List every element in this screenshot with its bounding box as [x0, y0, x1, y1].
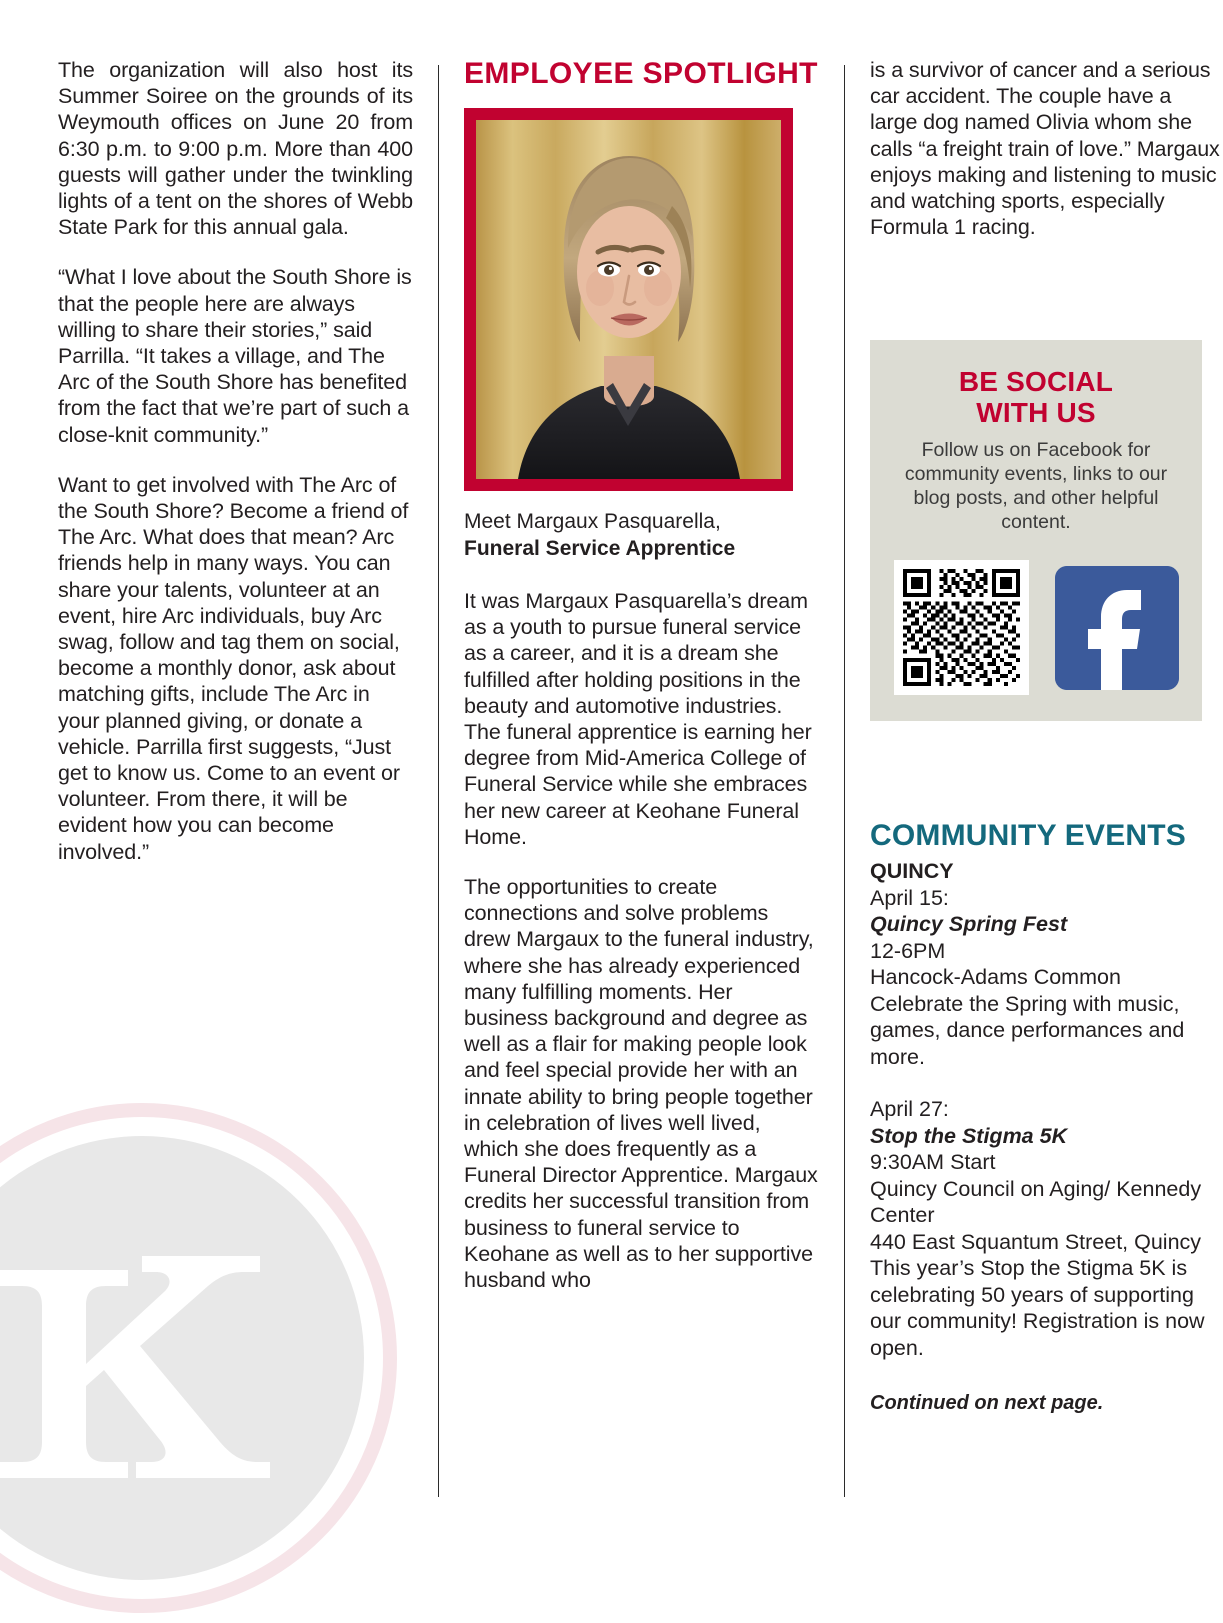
be-social-title: [888, 366, 1184, 428]
be-social-title-line-2: WITH US: [976, 397, 1096, 428]
social-icon-row: [888, 560, 1184, 695]
column-left: [58, 57, 413, 1602]
event-2-time: 9:30AM Start: [870, 1150, 996, 1174]
event-2-name: Stop the Stigma 5K: [870, 1123, 1068, 1148]
community-events-heading: COMMUNITY EVENTS: [870, 819, 1187, 852]
be-social-title-line-1: BE SOCIAL: [958, 366, 1114, 397]
middle-paragraph-2: The opportunities to create connections and solve problems drew Margaux to the funeral industry, where she has already experienced many fulfilling moments. Her business background and degree as well as a flair for making people look and feel special provide her with an innate ability to bring people together in celebration of lives well lived, which she does frequently as a Funeral Director Apprentice. Margaux credits her successful transition from business to funeral service to Keohane as well as to her supportive husband who: [464, 875, 818, 1293]
be-social-description: Follow us on Facebook for community events, links to our blog posts, and other helpful content.: [904, 439, 1168, 533]
column-divider-1: [438, 65, 439, 1497]
event-1-description: Celebrate the Spring with music, games, dance performances and more.: [870, 991, 1185, 1069]
employee-photo-caption: [464, 509, 819, 562]
caption-line-2: Funeral Service Apprentice: [464, 536, 736, 560]
column-middle: [464, 57, 819, 1602]
event-2-date: April 27:: [870, 1097, 949, 1121]
qr-code-icon[interactable]: [894, 560, 1029, 695]
caption-line-1: Meet Margaux Pasquarella,: [464, 510, 721, 533]
facebook-icon[interactable]: [1055, 566, 1179, 690]
event-1-location: Hancock-Adams Common: [870, 965, 1121, 989]
be-social-box: [870, 340, 1202, 721]
event-1-date: April 15:: [870, 885, 949, 910]
event-1-name: Quincy Spring Fest: [870, 912, 1068, 936]
event-2-address: 440 East Squantum Street, Quincy: [870, 1229, 1202, 1254]
left-paragraph-2: “What I love about the South Shore is that the people here are always willing to share their stories,” said Parrilla. “It takes a village, and The Arc of the South Shore has benefited from the fact that we’re part of such a close-knit community.”: [58, 265, 412, 447]
event-spacer: [870, 1070, 1221, 1096]
event-2-venue: Quincy Council on Aging/ Kennedy Center: [870, 1176, 1202, 1227]
event-2-description: This year’s Stop the Stigma 5K is celebrating 50 years of supporting our community! Registration is now open.: [870, 1256, 1205, 1360]
event-city-label: QUINCY: [870, 859, 954, 883]
column-divider-2: [844, 65, 845, 1497]
employee-spotlight-heading: EMPLOYEE SPOTLIGHT: [464, 57, 818, 90]
middle-paragraph-1: It was Margaux Pasquarella’s dream as a youth to pursue funeral service as a career, and it is a dream she fulfilled after holding positions in the beauty and automotive industries. The funeral apprentice is earning her degree from Mid-America College of Funeral Service while she embraces her new career at Keohane Funeral Home.: [464, 589, 812, 849]
event-1-time: 12-6PM: [870, 938, 946, 963]
right-continuation-paragraph: is a survivor of cancer and a serious car accident. The couple have a large dog named Olivia whom she calls “a freight train of love.” Margaux enjoys making and listening to music and watching sports, especially Formula 1 racing.: [870, 58, 1220, 240]
column-right: [870, 57, 1221, 1602]
community-events-section: [870, 819, 1221, 1416]
left-paragraph-1: The organization will also host its Summer Soiree on the grounds of its Weymouth offices on June 20 from 6:30 p.m. to 9:00 p.m. More than 400 guests will gather under the twinkling lights of a tent on the shores of Webb State Park for this annual gala.: [58, 58, 413, 240]
left-paragraph-3: Want to get involved with The Arc of the South Shore? Become a friend of The Arc. What does that mean? Arc friends help in many ways. You can share your talents, volunteer at an event, hire Arc individuals, buy Arc swag, follow and tag them on social, become a monthly donor, ask about matching gifts, include The Arc in your planned giving, or donate a vehicle. Parrilla first suggests, “Just get to know us. Come to an event or volunteer. From there, it will be evident how you can become involved.”: [58, 472, 409, 864]
employee-photo: [464, 108, 793, 491]
continued-note: Continued on next page.: [870, 1392, 1104, 1414]
